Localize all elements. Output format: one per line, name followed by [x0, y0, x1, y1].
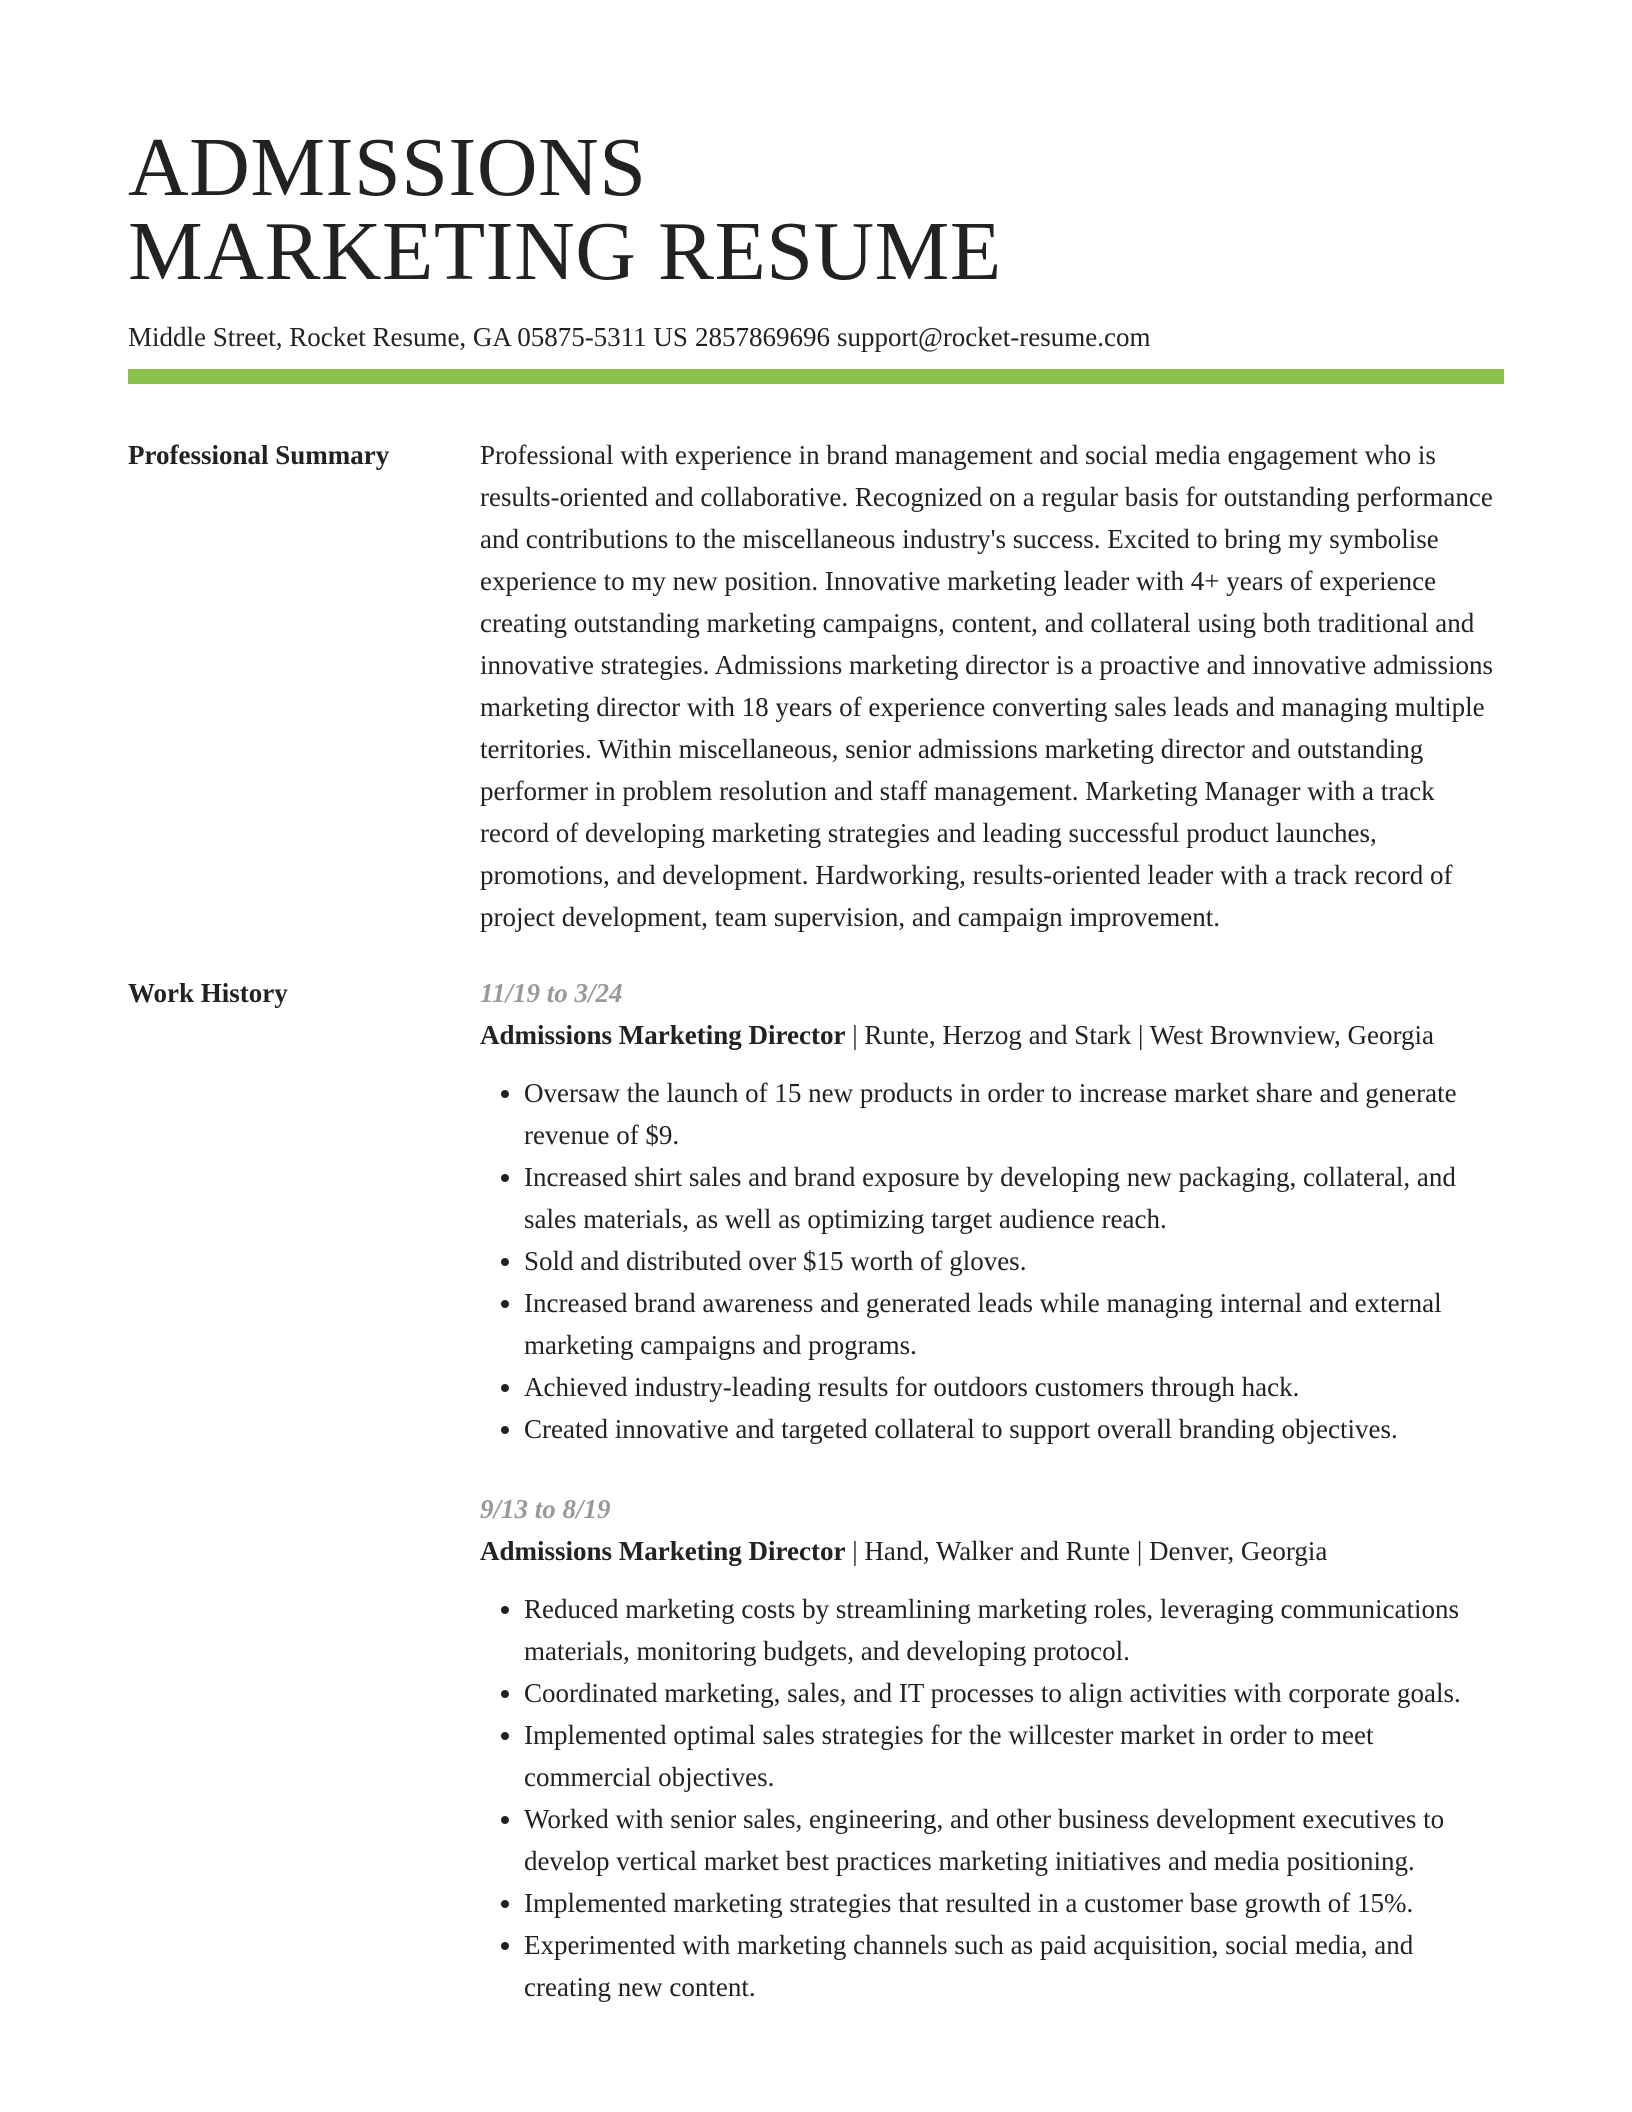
job-bullet: • Implemented marketing strategies that resulted in a customer base growth of 15%. [524, 1882, 1504, 1924]
job-bullet: • Increased shirt sales and brand exposure by developing new packaging, collateral, and sales materials, as well as optimizing target audience reach. [524, 1156, 1504, 1240]
job-entry [480, 1488, 1504, 2008]
job-bullet: • Reduced marketing costs by streamlining marketing roles, leveraging communications materials, monitoring budgets, and developing protocol. [524, 1588, 1504, 1672]
job-bullet: • Experimented with marketing channels such as paid acquisition, social media, and creating new content. [524, 1924, 1504, 2008]
professional-summary-section [128, 434, 1504, 938]
job-bullet: • Worked with senior sales, engineering, and other business development executives to develop vertical market best practices marketing initiatives and media positioning. [524, 1798, 1504, 1882]
job-bullet: • Oversaw the launch of 15 new products in order to increase market share and generate revenue of $9. [524, 1072, 1504, 1156]
job-bullet: • Increased brand awareness and generated leads while managing internal and external marketing campaigns and programs. [524, 1282, 1504, 1366]
job-entry [480, 972, 1504, 1450]
summary-text: Professional with experience in brand management and social media engagement who is results-oriented and collaborative. Recognized on a regular basis for outstanding performance and contributions to the miscellaneous industry's success. Excited to bring my symbolise experience to my new position. Innovative marketing leader with 4+ years of experience creating outstanding marketing campaigns, content, and collateral using both traditional and innovative strategies. Admissions marketing director is a proactive and innovative admissions marketing director with 18 years of experience converting sales leads and managing multiple territories. Within miscellaneous, senior admissions marketing director and outstanding performer in problem resolution and staff management. Marketing Manager with a track record of developing marketing strategies and leading successful product launches, promotions, and development. Hardworking, results-oriented leader with a track record of project development, team supervision, and campaign improvement. [480, 440, 1494, 932]
job-bullets [480, 1588, 1504, 2008]
job-details: | Hand, Walker and Runte | Denver, Georgia [845, 1536, 1328, 1566]
title-line-2: MARKETING RESUME [128, 205, 1002, 298]
job-bullets [480, 1072, 1504, 1450]
job-bullet: • Achieved industry-leading results for outdoors customers through hack. [524, 1366, 1504, 1408]
job-title: Admissions Marketing Director [480, 1020, 846, 1050]
job-bullet: • Coordinated marketing, sales, and IT processes to align activities with corporate goals. [524, 1672, 1504, 1714]
contact-address: Middle Street, Rocket Resume, GA 05875-5311 US [128, 322, 688, 352]
resume-page [128, 0, 1504, 2046]
job-bullet: • Created innovative and targeted collateral to support overall branding objectives. [524, 1408, 1504, 1450]
contact-email: support@rocket-resume.com [836, 322, 1151, 352]
job-title: Admissions Marketing Director [480, 1536, 846, 1566]
job-dates: 9/13 to 8/19 [480, 1494, 611, 1524]
title-line-1: ADMISSIONS [128, 121, 647, 214]
summary-content [480, 434, 1504, 938]
job-title-line [480, 1530, 1504, 1572]
summary-heading: Professional Summary [128, 440, 390, 470]
job-bullet: • Sold and distributed over $15 worth of gloves. [524, 1240, 1504, 1282]
contact-line [128, 320, 1504, 354]
header-divider [128, 369, 1504, 384]
work-history-heading: Work History [128, 978, 288, 1008]
work-history-content [480, 972, 1504, 2046]
job-title-line [480, 1014, 1504, 1056]
job-details: | Runte, Herzog and Stark | West Brownview, Georgia [845, 1020, 1434, 1050]
job-dates: 11/19 to 3/24 [480, 978, 623, 1008]
resume-title [128, 0, 1504, 298]
work-history-section [128, 972, 1504, 2046]
job-bullet: • Implemented optimal sales strategies for the willcester market in order to meet commercial objectives. [524, 1714, 1504, 1798]
contact-phone: 2857869696 [694, 322, 830, 352]
